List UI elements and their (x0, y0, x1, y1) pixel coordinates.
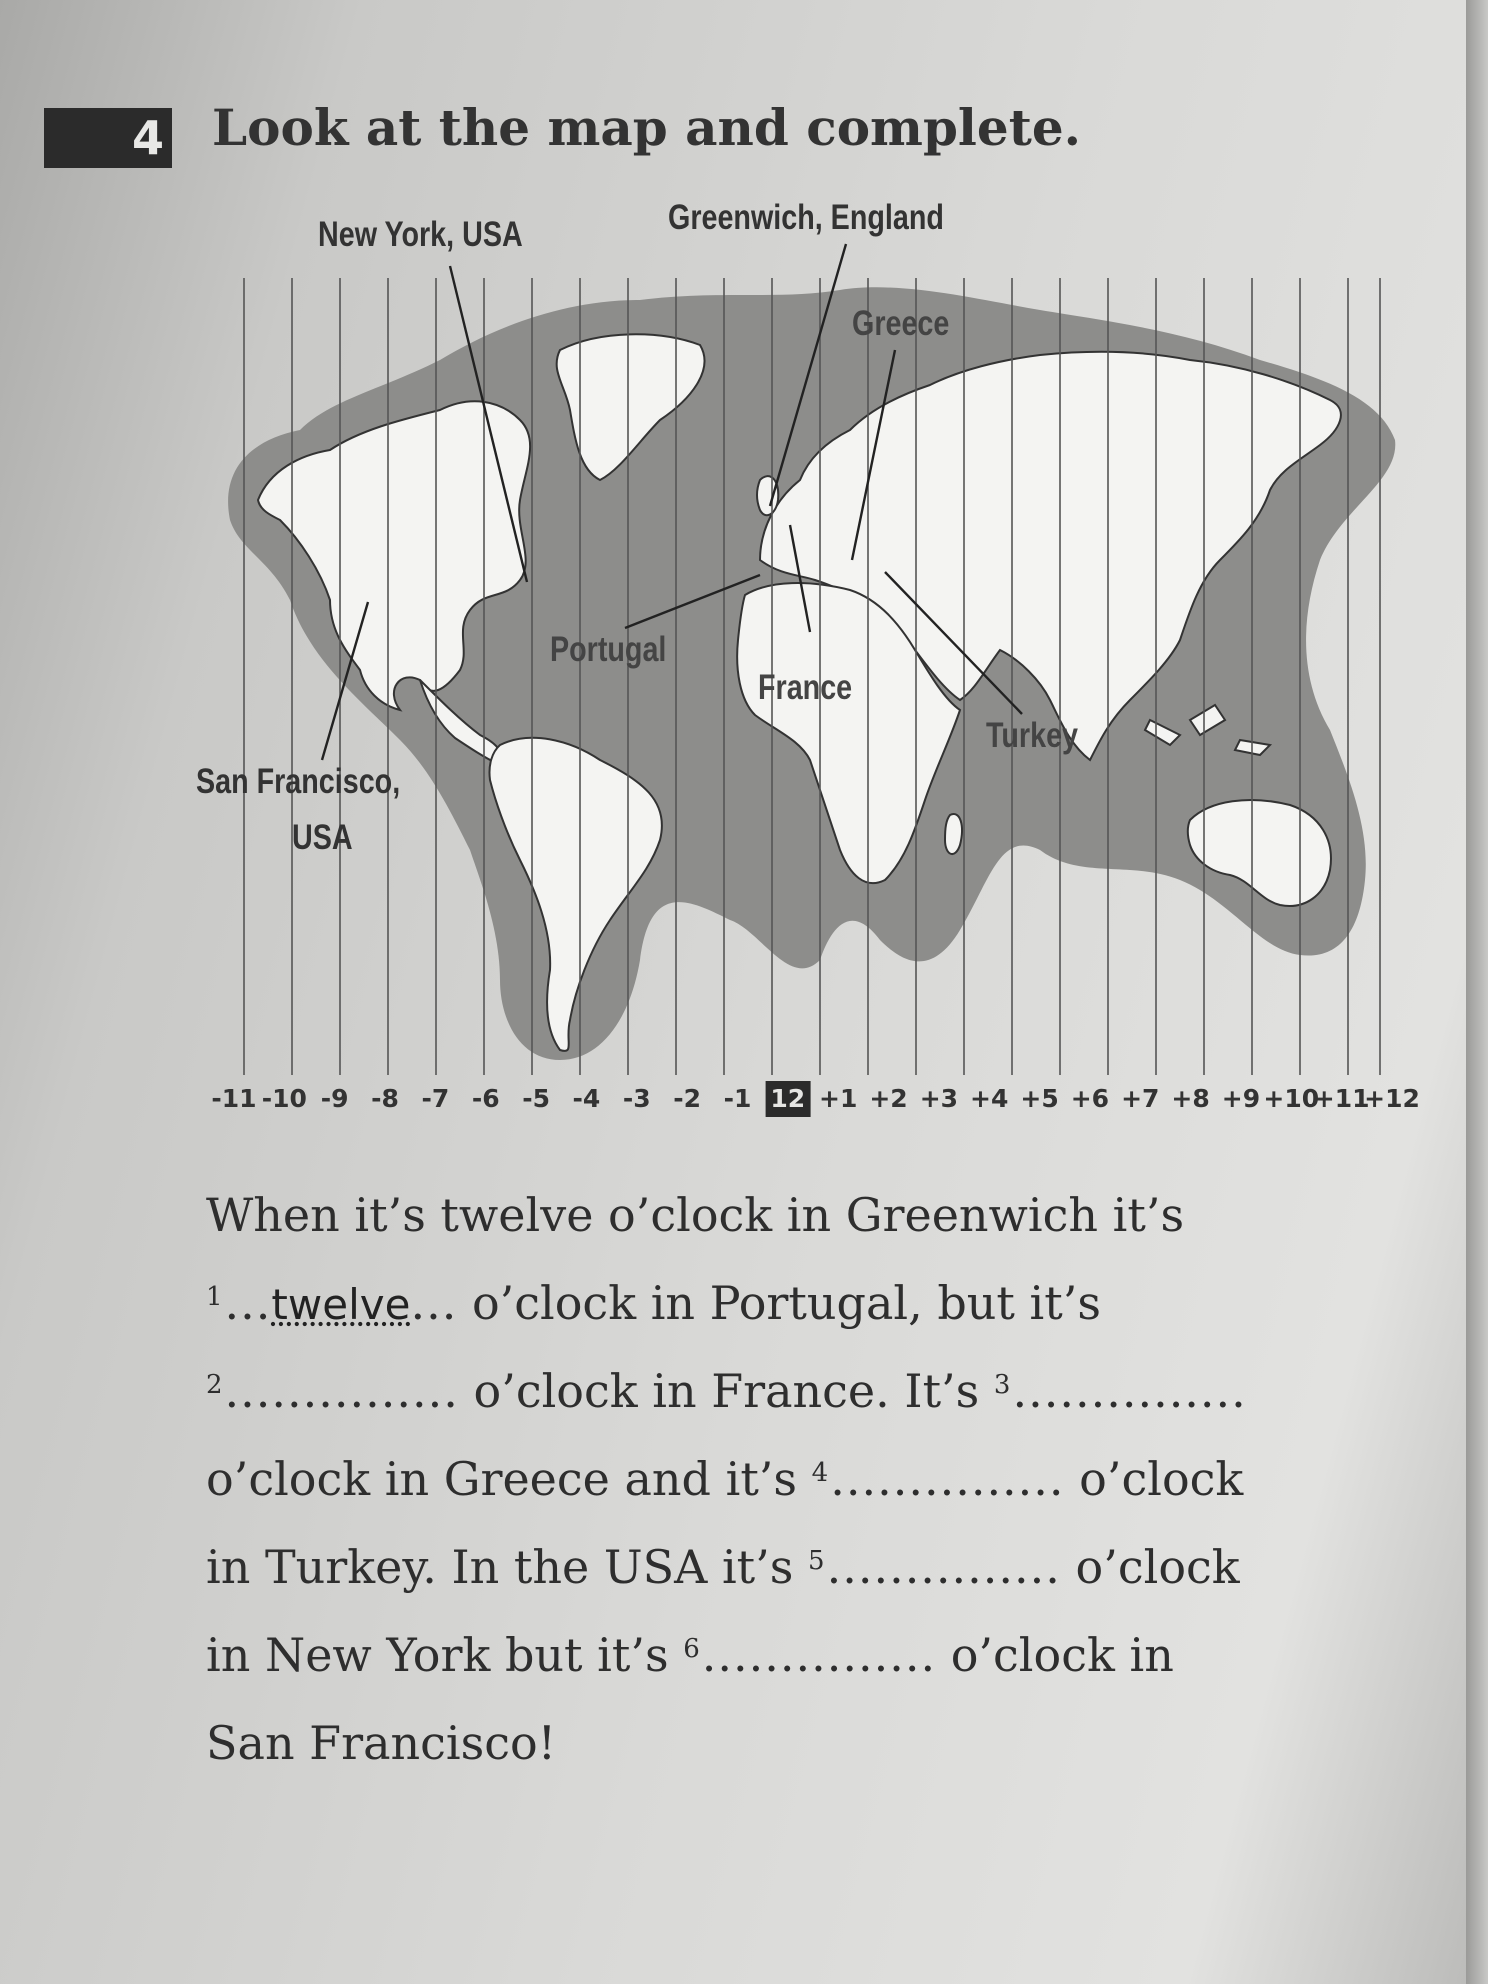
answer-blank-3[interactable]: ............... (1012, 1364, 1247, 1418)
text-line-4-end: o’clock (1064, 1452, 1244, 1506)
timezone-label: +6 (1070, 1084, 1110, 1113)
blank-dots: ... (410, 1276, 458, 1330)
timezone-label: -10 (261, 1084, 307, 1113)
label-greece: Greece (852, 304, 950, 343)
blank-number-3: 3 (993, 1370, 1011, 1400)
timezone-label: -8 (371, 1084, 399, 1113)
timezone-label: -11 (211, 1084, 257, 1113)
timezone-axis (211, 1081, 1420, 1117)
timezone-label: +9 (1221, 1084, 1261, 1113)
text-line-6-end: o’clock in (936, 1628, 1174, 1682)
blank-number-4: 4 (811, 1458, 829, 1488)
timezone-label: -3 (622, 1084, 651, 1113)
timezone-label: -2 (673, 1084, 702, 1113)
timezone-label: +2 (869, 1084, 908, 1113)
blank-number-2: 2 (206, 1370, 223, 1400)
timezone-label: -4 (572, 1084, 601, 1113)
text-line-1: When it’s twelve o’clock in Greenwich it’s (206, 1188, 1185, 1242)
label-france: France (758, 668, 853, 707)
text-line-5-end: o’clock (1060, 1540, 1240, 1594)
continent-uk (757, 476, 778, 515)
timezone-label: +12 (1364, 1084, 1420, 1113)
timezone-label: +5 (1020, 1084, 1059, 1113)
text-line-6-start: in New York but it’s (206, 1628, 684, 1682)
timezone-label: +8 (1171, 1084, 1210, 1113)
answer-1[interactable]: twelve (271, 1280, 411, 1329)
text-line-6 (206, 1628, 1174, 1682)
blank-dots: ... (224, 1276, 272, 1330)
timezone-label-greenwich: 12 (765, 1081, 810, 1117)
timezone-label: +1 (819, 1084, 858, 1113)
timezone-label: +11 (1313, 1084, 1370, 1113)
answer-blank-6[interactable]: ............... (701, 1628, 937, 1682)
blank-number-1: 1 (206, 1282, 223, 1312)
blank-number-5: 5 (808, 1546, 825, 1576)
label-greenwich: Greenwich, England (668, 198, 944, 237)
label-san-francisco-usa: USA (292, 818, 353, 857)
label-new-york: New York, USA (318, 215, 523, 254)
exercise-instruction: Look at the map and complete. (212, 98, 1082, 157)
text-line-2 (206, 1276, 1101, 1330)
text-line-4-start: o’clock in Greece and it’s (206, 1452, 812, 1506)
answer-blank-5[interactable]: ............... (826, 1540, 1061, 1594)
label-turkey: Turkey (986, 716, 1078, 755)
timezone-label: -9 (320, 1084, 349, 1113)
timezone-label: -5 (522, 1084, 550, 1113)
label-portugal: Portugal (550, 630, 667, 669)
timezone-label: -6 (471, 1084, 500, 1113)
exercise-number: 4 (131, 111, 164, 165)
text-line-3 (206, 1364, 1247, 1418)
timezone-label: -1 (723, 1084, 752, 1113)
blank-number-6: 6 (683, 1634, 700, 1664)
label-san-francisco: San Francisco, (196, 762, 401, 801)
text-line-7: San Francisco! (206, 1716, 557, 1770)
text-line-5-start: in Turkey. In the USA it’s (206, 1540, 809, 1594)
answer-blank-4[interactable]: ............... (830, 1452, 1065, 1506)
timezone-label: +10 (1263, 1084, 1320, 1113)
timezone-label: +4 (970, 1084, 1009, 1113)
answer-blank-2[interactable]: ............... (224, 1364, 459, 1418)
timezone-label: -7 (421, 1084, 450, 1113)
timezone-label: +3 (919, 1084, 959, 1113)
timezone-label: +7 (1121, 1084, 1160, 1113)
text-line-5 (206, 1540, 1240, 1594)
continent-madagascar (945, 814, 962, 854)
text-line-4 (206, 1452, 1243, 1506)
text-line-3-rest: o’clock in France. It’s (458, 1364, 994, 1418)
text-line-2-rest: o’clock in Portugal, but it’s (457, 1276, 1101, 1330)
